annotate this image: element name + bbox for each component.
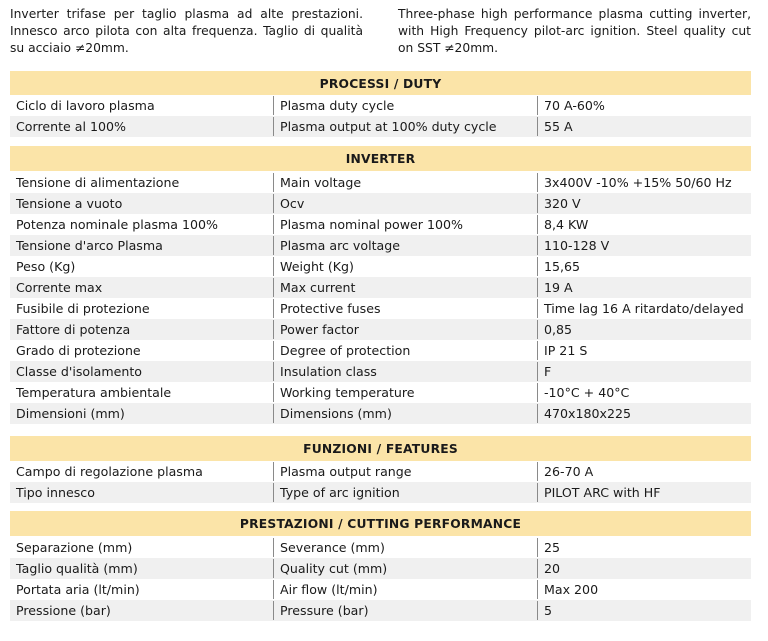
param-value: 110-128 V <box>544 238 610 253</box>
param-italian: Pressione (bar) <box>16 603 111 618</box>
column-divider <box>273 404 274 423</box>
param-italian: Tensione di alimentazione <box>16 175 180 190</box>
param-english: Insulation class <box>280 364 377 379</box>
param-italian: Fattore di potenza <box>16 322 131 337</box>
column-divider <box>273 236 274 255</box>
column-divider <box>537 299 538 318</box>
param-english: Pressure (bar) <box>280 603 369 618</box>
param-italian: Temperatura ambientale <box>16 385 172 400</box>
param-value: 5 <box>544 603 553 618</box>
column-divider <box>273 117 274 136</box>
table-row <box>10 558 751 579</box>
param-english: Plasma nominal power 100% <box>280 217 463 232</box>
column-divider <box>537 601 538 620</box>
column-divider <box>273 320 274 339</box>
intro-italian: Inverter trifase per taglio plasma ad alte prestazioni. Innesco arco pilota con alta frequenza. Taglio di qualità su acciaio ≠20mm. <box>10 7 363 55</box>
column-divider <box>537 404 538 423</box>
column-divider <box>537 383 538 402</box>
param-italian: Portata aria (lt/min) <box>16 582 140 597</box>
param-italian: Fusibile di protezione <box>16 301 150 316</box>
column-divider <box>273 215 274 234</box>
table-row <box>10 361 751 382</box>
table-row <box>10 298 751 319</box>
table-row <box>10 461 751 482</box>
column-divider <box>537 559 538 578</box>
param-italian: Grado di protezione <box>16 343 141 358</box>
param-italian: Potenza nominale plasma 100% <box>16 217 219 232</box>
param-english: Power factor <box>280 322 359 337</box>
param-value: 19 A <box>544 280 573 295</box>
table-row <box>10 319 751 340</box>
column-divider <box>273 341 274 360</box>
intro-english: Three-phase high performance plasma cutting inverter, with High Frequency pilot-arc ignition. Steel quality cut on SST ≠20mm. <box>398 7 751 55</box>
column-divider <box>273 383 274 402</box>
param-value: 26-70 A <box>544 464 594 479</box>
column-divider <box>273 601 274 620</box>
column-divider <box>537 320 538 339</box>
param-italian: Corrente max <box>16 280 103 295</box>
section-header: INVERTER <box>10 146 751 171</box>
param-italian: Tipo innesco <box>16 485 95 500</box>
column-divider <box>273 194 274 213</box>
param-italian: Tensione a vuoto <box>16 196 123 211</box>
param-value: Time lag 16 A ritardato/delayed <box>544 301 744 316</box>
table-row <box>10 403 751 424</box>
column-divider <box>537 362 538 381</box>
column-divider <box>273 559 274 578</box>
param-english: Plasma output range <box>280 464 412 479</box>
table-row <box>10 482 751 503</box>
section-header: PRESTAZIONI / CUTTING PERFORMANCE <box>10 511 751 536</box>
param-value: -10°C + 40°C <box>544 385 630 400</box>
column-divider <box>537 580 538 599</box>
column-divider <box>537 462 538 481</box>
column-divider <box>273 538 274 557</box>
column-divider <box>537 96 538 115</box>
table-row <box>10 193 751 214</box>
param-value: 470x180x225 <box>544 406 632 421</box>
param-english: Max current <box>280 280 356 295</box>
param-value: 25 <box>544 540 561 555</box>
param-value: 8,4 KW <box>544 217 589 232</box>
section-header: PROCESSI / DUTY <box>10 71 751 96</box>
param-english: Plasma arc voltage <box>280 238 400 253</box>
column-divider <box>537 483 538 502</box>
param-italian: Separazione (mm) <box>16 540 133 555</box>
param-value: 0,85 <box>544 322 573 337</box>
section-header: FUNZIONI / FEATURES <box>10 436 751 461</box>
table-row <box>10 256 751 277</box>
table-row <box>10 340 751 361</box>
column-divider <box>537 278 538 297</box>
param-english: Weight (Kg) <box>280 259 354 274</box>
column-divider <box>537 257 538 276</box>
param-value: 70 A-60% <box>544 98 605 113</box>
param-english: Plasma output at 100% duty cycle <box>280 119 497 134</box>
column-divider <box>273 362 274 381</box>
table-row <box>10 600 751 621</box>
param-english: Working temperature <box>280 385 415 400</box>
table-row <box>10 214 751 235</box>
param-value: PILOT ARC with HF <box>544 485 661 500</box>
param-value: 55 A <box>544 119 573 134</box>
table-row <box>10 537 751 558</box>
column-divider <box>537 236 538 255</box>
param-english: Dimensions (mm) <box>280 406 392 421</box>
param-english: Air flow (lt/min) <box>280 582 378 597</box>
param-english: Severance (mm) <box>280 540 385 555</box>
param-italian: Taglio qualità (mm) <box>16 561 138 576</box>
param-english: Main voltage <box>280 175 362 190</box>
param-value: 20 <box>544 561 561 576</box>
column-divider <box>537 117 538 136</box>
table-row <box>10 172 751 193</box>
column-divider <box>273 173 274 192</box>
section-rows <box>10 537 751 621</box>
section-rows <box>10 461 751 503</box>
column-divider <box>537 341 538 360</box>
column-divider <box>273 462 274 481</box>
param-english: Degree of protection <box>280 343 411 358</box>
column-divider <box>273 278 274 297</box>
section-rows <box>10 172 751 424</box>
table-row <box>10 277 751 298</box>
param-english: Protective fuses <box>280 301 381 316</box>
param-english: Ocv <box>280 196 305 211</box>
column-divider <box>273 96 274 115</box>
param-value: IP 21 S <box>544 343 588 358</box>
param-value: 15,65 <box>544 259 581 274</box>
param-value: 3x400V -10% +15% 50/60 Hz <box>544 175 732 190</box>
table-row <box>10 95 751 116</box>
section-rows <box>10 95 751 137</box>
param-value: Max 200 <box>544 582 599 597</box>
column-divider <box>273 257 274 276</box>
param-english: Type of arc ignition <box>280 485 400 500</box>
column-divider <box>273 580 274 599</box>
param-italian: Ciclo di lavoro plasma <box>16 98 155 113</box>
table-row <box>10 382 751 403</box>
column-divider <box>273 483 274 502</box>
param-value: F <box>544 364 552 379</box>
param-italian: Dimensioni (mm) <box>16 406 125 421</box>
column-divider <box>537 173 538 192</box>
param-italian: Campo di regolazione plasma <box>16 464 203 479</box>
param-value: 320 V <box>544 196 581 211</box>
param-english: Plasma duty cycle <box>280 98 395 113</box>
column-divider <box>537 194 538 213</box>
table-row <box>10 116 751 137</box>
table-row <box>10 579 751 600</box>
param-english: Quality cut (mm) <box>280 561 388 576</box>
column-divider <box>537 538 538 557</box>
param-italian: Corrente al 100% <box>16 119 126 134</box>
column-divider <box>273 299 274 318</box>
param-italian: Peso (Kg) <box>16 259 76 274</box>
column-divider <box>537 215 538 234</box>
table-row <box>10 235 751 256</box>
param-italian: Classe d'isolamento <box>16 364 142 379</box>
param-italian: Tensione d'arco Plasma <box>16 238 163 253</box>
